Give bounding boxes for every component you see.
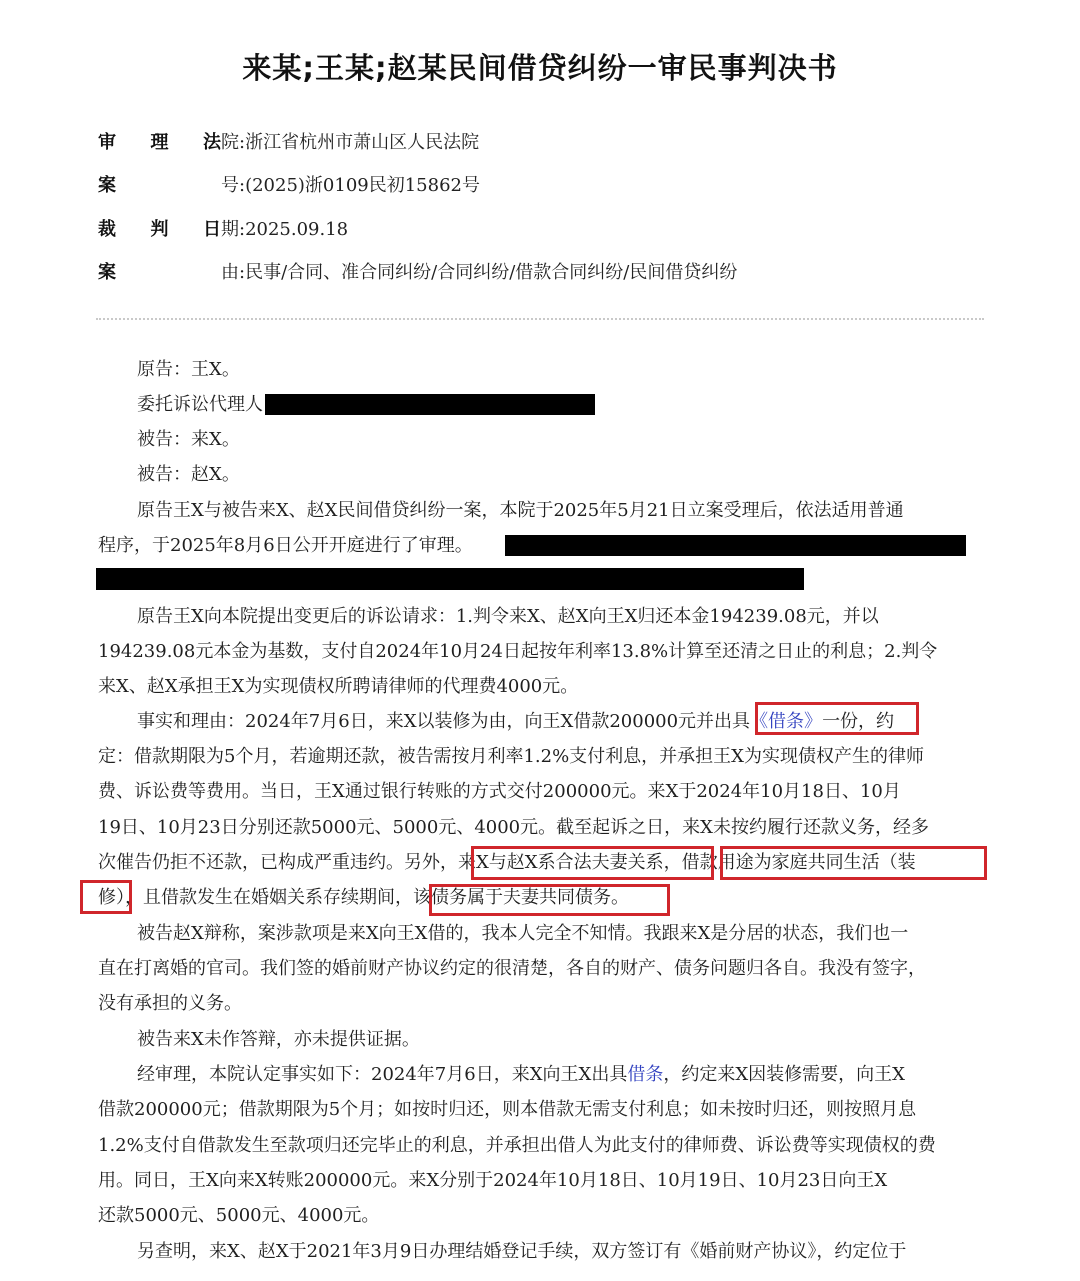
highlight-box (80, 880, 132, 914)
redaction-block (505, 535, 966, 556)
text-line: 用。同日，王X向来X转账200000元。来X分别于2024年10月18日、10月19日、10月23日向王X (98, 1170, 888, 1191)
meta-court-value: 院:浙江省杭州市萧山区人民法院 (221, 132, 480, 153)
text-line: 194239.08元本金为基数，支付自2024年10月24日起按年利率13.8%计算至还清之日止的利息；2.判令 (98, 641, 938, 662)
document-title: 来某;王某;赵某民间借贷纠纷一审民事判决书 (242, 51, 838, 85)
highlight-box (720, 846, 987, 880)
text-line: 直在打离婚的官司。我们签的婚前财产协议约定的很清楚，各自的财产、债务问题归各自。我没有签字， (98, 958, 926, 979)
header-divider (96, 318, 984, 320)
text-segment: ，约定来X因装修需要，向王X (663, 1064, 905, 1085)
text-line: 还款5000元、5000元、4000元。 (98, 1205, 380, 1226)
text-line: 没有承担的义务。 (98, 993, 242, 1014)
text-line: 原告王X与被告来X、赵X民间借贷纠纷一案，本院于2025年5月21日立案受理后，依法适用普通 (137, 500, 904, 521)
iou-reference: 借条 (627, 1064, 664, 1085)
text-line: 借款200000元；借款期限为5个月；如按时归还，则本借款无需支付利息；如未按时归还，则按照月息 (98, 1099, 917, 1120)
text-line: 被告：赵X。 (137, 464, 240, 485)
meta-cause-label: 案 (98, 262, 116, 283)
text-line: 费、诉讼费等费用。当日，王X通过银行转账的方式交付200000元。来X于2024年10月18日、10月 (98, 781, 901, 802)
text-line: 来X、赵X承担王X为实现债权所聘请律师的代理费4000元。 (98, 676, 579, 697)
meta-judgment-date-value: 期:2025.09.18 (221, 219, 349, 240)
text-line: 被告来X未作答辩，亦未提供证据。 (137, 1029, 420, 1050)
meta-cause-value: 由:民事/合同、准合同纠纷/合同纠纷/借款合同纠纷/民间借贷纠纷 (221, 262, 738, 283)
redaction-block (96, 568, 804, 590)
text-line: 程序，于2025年8月6日公开开庭进行了审理。 (98, 535, 473, 556)
text-line (137, 1063, 905, 1087)
iou-reference: 《借条》 (750, 711, 823, 732)
text-line: 另查明，来X、赵X于2021年3月9日办理结婚登记手续，双方签订有《婚前财产协议》，约定位于 (137, 1241, 907, 1262)
meta-cause (98, 258, 737, 284)
text-segment: 经审理，本院认定事实如下：2024年7月6日，来X向王X出具 (137, 1064, 628, 1085)
text-segment: 事实和理由：2024年7月6日，来X以装修为由，向王X借款200000元并出具 (137, 711, 751, 732)
text-line: 原告：王X。 (137, 359, 240, 380)
text-line: 定：借款期限为5个月，若逾期还款，被告需按月利率1.2%支付利息，并承担王X为实现债权产生的律师 (98, 746, 924, 767)
meta-court-label: 审理法 (98, 132, 221, 153)
meta-case-number-value: 号:(2025)浙0109民初15862号 (221, 175, 480, 196)
meta-case-number (98, 171, 480, 197)
text-line: 次催告仍拒不还款，已构成严重违约。另外，来X与赵X系合法夫妻关系，借款用途为家庭共同生活（装 (98, 852, 916, 873)
text-line: 19日、10月23日分别还款5000元、5000元、4000元。截至起诉之日，来X未按约履行还款义务，经多 (98, 817, 929, 838)
text-line: 被告赵X辩称，案涉款项是来X向王X借的，我本人完全不知情。我跟来X是分居的状态，我们也一 (137, 923, 909, 944)
meta-court (98, 128, 479, 154)
text-line: 委托诉讼代理人 (137, 394, 263, 415)
highlight-box (471, 846, 714, 880)
highlight-box (429, 884, 670, 916)
text-line: 原告王X向本院提出变更后的诉讼请求：1.判令来X、赵X向王X归还本金194239.08元，并以 (137, 606, 879, 627)
meta-judgment-date-label: 裁判日 (98, 219, 221, 240)
text-line: 1.2%支付自借款发生至款项归还完毕止的利息，并承担出借人为此支付的律师费、诉讼费等实现债权的费 (98, 1135, 936, 1156)
meta-judgment-date (98, 215, 348, 241)
text-line: 修），且借款发生在婚姻关系存续期间，该债务属于夫妻共同债务。 (98, 887, 629, 908)
highlight-box (755, 702, 919, 735)
redaction-block (265, 394, 595, 415)
meta-case-number-label: 案 (98, 175, 116, 196)
text-segment: 一份，约 (822, 711, 895, 732)
text-line: 被告：来X。 (137, 429, 240, 450)
